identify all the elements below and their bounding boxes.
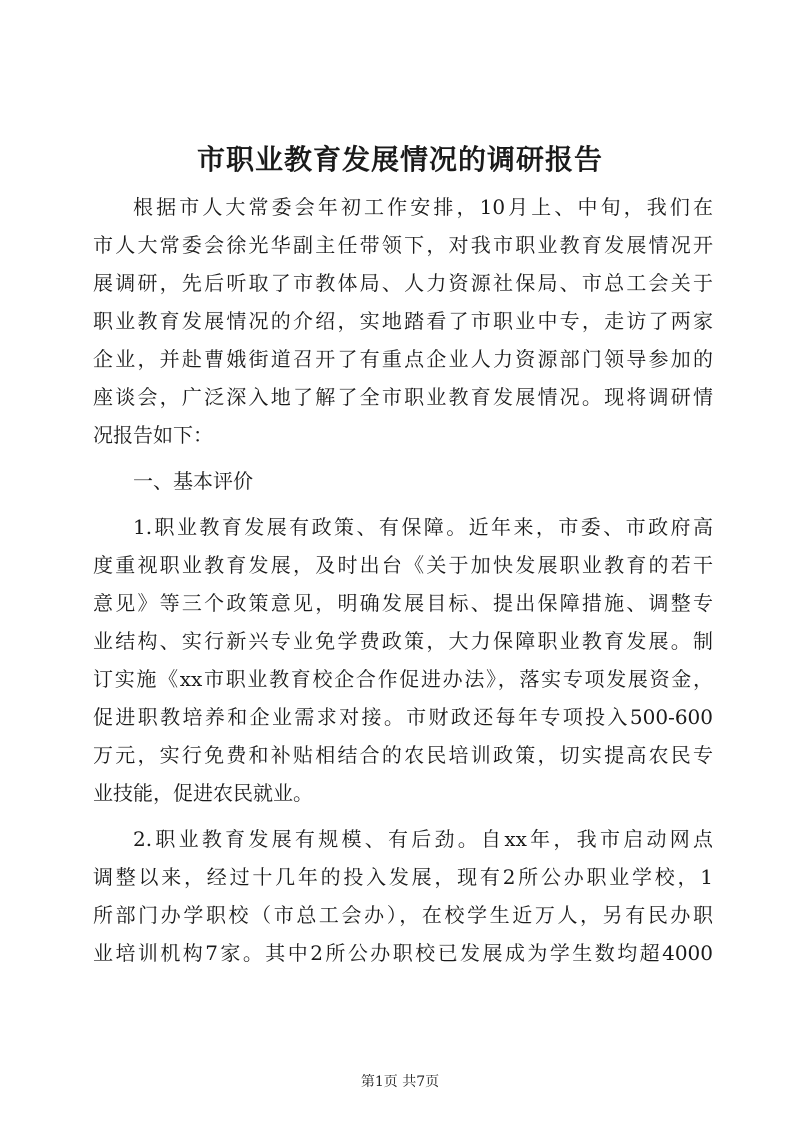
text-line: 业结构、实行新兴专业免学费政策，大力保障职业教育发展。制 bbox=[93, 629, 713, 653]
text-line: 座谈会，广泛深入地了解了全市职业教育发展情况。现将调研情 bbox=[93, 385, 713, 409]
text-line: 业技能，促进农民就业。 bbox=[93, 781, 313, 805]
text-line: 促进职教培养和企业需求对接。市财政还每年专项投入500-600 bbox=[93, 705, 713, 729]
text-line: 展调研，先后听取了市教体局、人力资源社保局、市总工会关于 bbox=[93, 271, 713, 295]
text-line: 市人大常委会徐光华副主任带领下，对我市职业教育发展情况开 bbox=[93, 233, 713, 257]
text-line: 度重视职业教育发展，及时出台《关于加快发展职业教育的若干 bbox=[93, 553, 713, 577]
text-line: 所部门办学职校（市总工会办），在校学生近万人，另有民办职 bbox=[93, 903, 713, 927]
text-line: 况报告如下： bbox=[93, 423, 213, 447]
text-line: 职业教育发展情况的介绍，实地踏看了市职业中专，走访了两家 bbox=[93, 309, 713, 333]
page-number: 第1页 共7页 bbox=[360, 1074, 440, 1090]
section-heading: 一、基本评价 bbox=[133, 469, 253, 493]
document-body bbox=[93, 188, 713, 972]
text-line: 业培训机构7家。其中2所公办职校已发展成为学生数均超4000 bbox=[93, 941, 713, 965]
text-line: 意见》等三个政策意见，明确发展目标、提出保障措施、调整专 bbox=[93, 591, 713, 615]
text-line: 根据市人大常委会年初工作安排，10月上、中旬，我们在 bbox=[133, 195, 713, 219]
text-line: 1.职业教育发展有政策、有保障。近年来，市委、市政府高 bbox=[133, 515, 713, 539]
paragraph-policy bbox=[93, 508, 713, 812]
text-line: 2.职业教育发展有规模、有后劲。自xx年，我市启动网点 bbox=[133, 827, 713, 851]
page-title: 市职业教育发展情况的调研报告 bbox=[196, 143, 603, 176]
text-line: 订实施《xx市职业教育校企合作促进办法》，落实专项发展资金， bbox=[93, 667, 713, 691]
paragraph-scale bbox=[93, 820, 713, 972]
paragraph-intro bbox=[93, 188, 713, 454]
text-line: 调整以来，经过十几年的投入发展，现有2所公办职业学校，1 bbox=[93, 865, 713, 889]
text-line: 企业，并赴曹娥街道召开了有重点企业人力资源部门领导参加的 bbox=[93, 347, 713, 371]
text-line: 万元，实行免费和补贴相结合的农民培训政策，切实提高农民专 bbox=[93, 743, 713, 767]
